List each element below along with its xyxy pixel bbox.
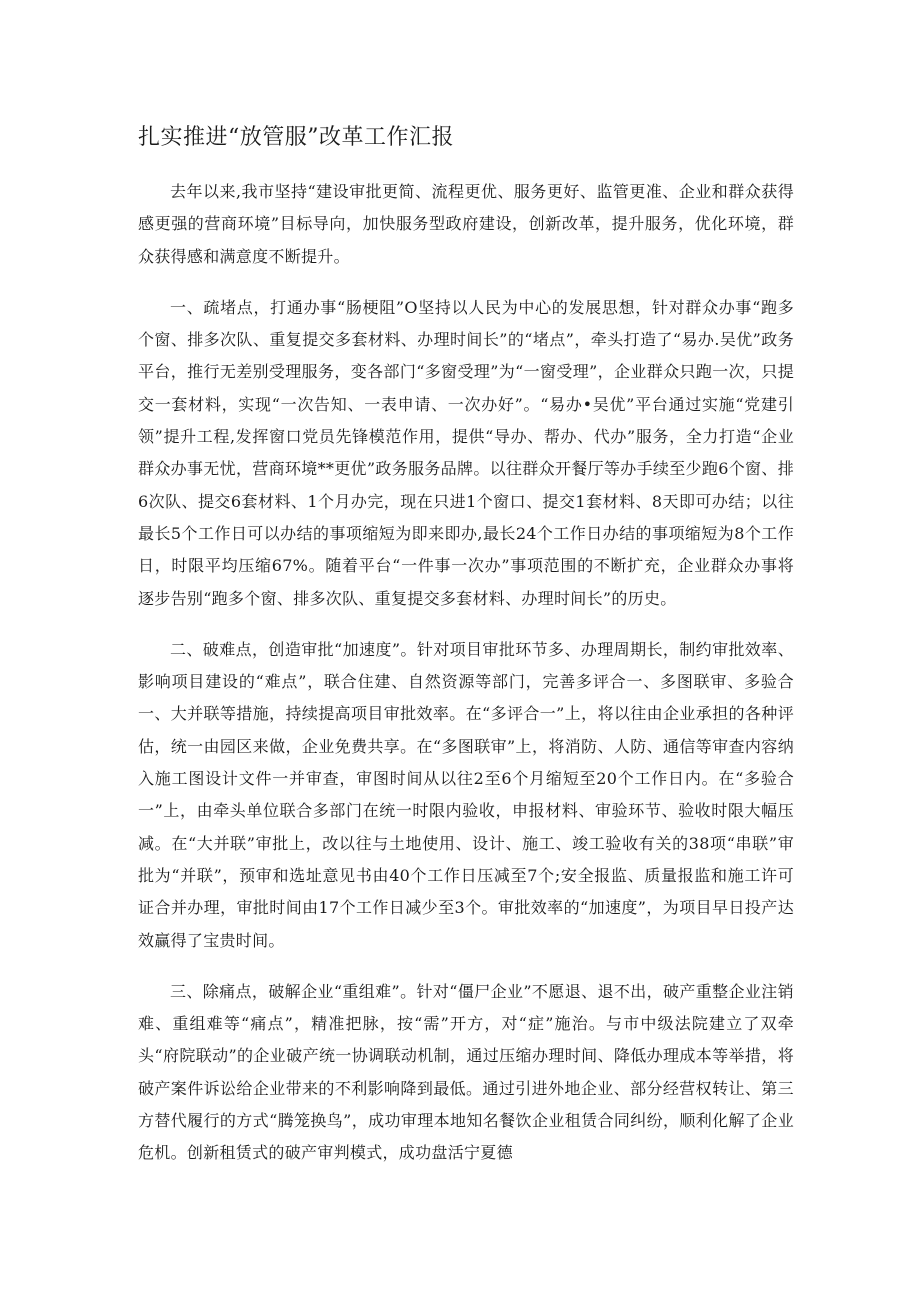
document-body: [138, 176, 794, 1189]
intro-paragraph: 去年以来,我市坚持“建设审批更简、流程更优、服务更好、监管更准、企业和群众获得感更强的营商环境”目标导向，加快服务型政府建设，创新改革，提升服务，优化环境，群众获得感和满意度不断提升。: [138, 182, 794, 266]
document-title: 扎实推进“放管服”改革工作汇报: [138, 125, 454, 150]
section-one-paragraph: 一、疏堵点，打通办事“肠梗阻”O坚持以人民为中心的发展思想，针对群众办事“跑多个窗、排多次队、重复提交多套材料、办理时间长”的“堵点”，牵头打造了“易办.吴优”政务平台，推行无差别受理服务，变各部门“多窗受理”为“一窗受理”，企业群众只跑一次，只提交一套材料，实现“一次告知、一表申请、一次办好”。“易办•吴优”平台通过实施“党建引领”提升工程,发挥窗口党员先锋模范作用，提供“导办、帮办、代办”服务，全力打造“企业群众办事无忧，营商环境**更优”政务服务品牌。以往群众开餐厅等办手续至少跑6个窗、排6次队、提交6套材料、1个月办完，现在只进1个窗口、提交1套材料、8天即可办结；以往最长5个工作日可以办结的事项缩短为即来即办,最长24个工作日办结的事项缩短为8个工作日，时限平均压缩67%。随着平台“一件事一次办”事项范围的不断扩充，企业群众办事将逐步告别“跑多个窗、排多次队、重复提交多套材料、办理时间长”的历史。: [138, 297, 794, 608]
section-three-paragraph: 三、除痛点，破解企业“重组难”。针对“僵尸企业”不愿退、退不出，破产重整企业注销难、重组难等“痛点”，精准把脉，按“需”开方，对“症”施治。与市中级法院建立了双牵头“府院联动”的企业破产统一协调联动机制，通过压缩办理时间、降低办理成本等举措，将破产案件诉讼给企业带来的不利影响降到最低。通过引进外地企业、部分经营权转让、第三方替代履行的方式“腾笼换鸟”，成功审理本地知名餐饮企业租赁合同纠纷，顺利化解了企业危机。创新租赁式的破产审判模式，成功盘活宁夏德: [138, 981, 794, 1163]
section-two-paragraph: 二、破难点，创造审批“加速度”。针对项目审批环节多、办理周期长，制约审批效率、影响项目建设的“难点”，联合住建、自然资源等部门，完善多评合一、多图联审、多验合一、大并联等措施，持续提高项目审批效率。在“多评合一”上，将以往由企业承担的各种评估，统一由园区来做，企业免费共享。在“多图联审”上，将消防、人防、通信等审查内容纳入施工图设计文件一并审查，审图时间从以往2至6个月缩短至20个工作日内。在“多验合一”上，由牵头单位联合多部门在统一时限内验收，申报材料、审验环节、验收时限大幅压减。在“大并联”审批上，改以往与土地使用、设计、施工、竣工验收有关的38项“串联”审批为“并联”，预审和选址意见书由40个工作日压减至7个;安全报监、质量报监和施工许可证合并办理，审批时间由17个工作日减少至3个。审批效率的“加速度”，为项目早日投产达效赢得了宝贵时间。: [138, 639, 794, 950]
